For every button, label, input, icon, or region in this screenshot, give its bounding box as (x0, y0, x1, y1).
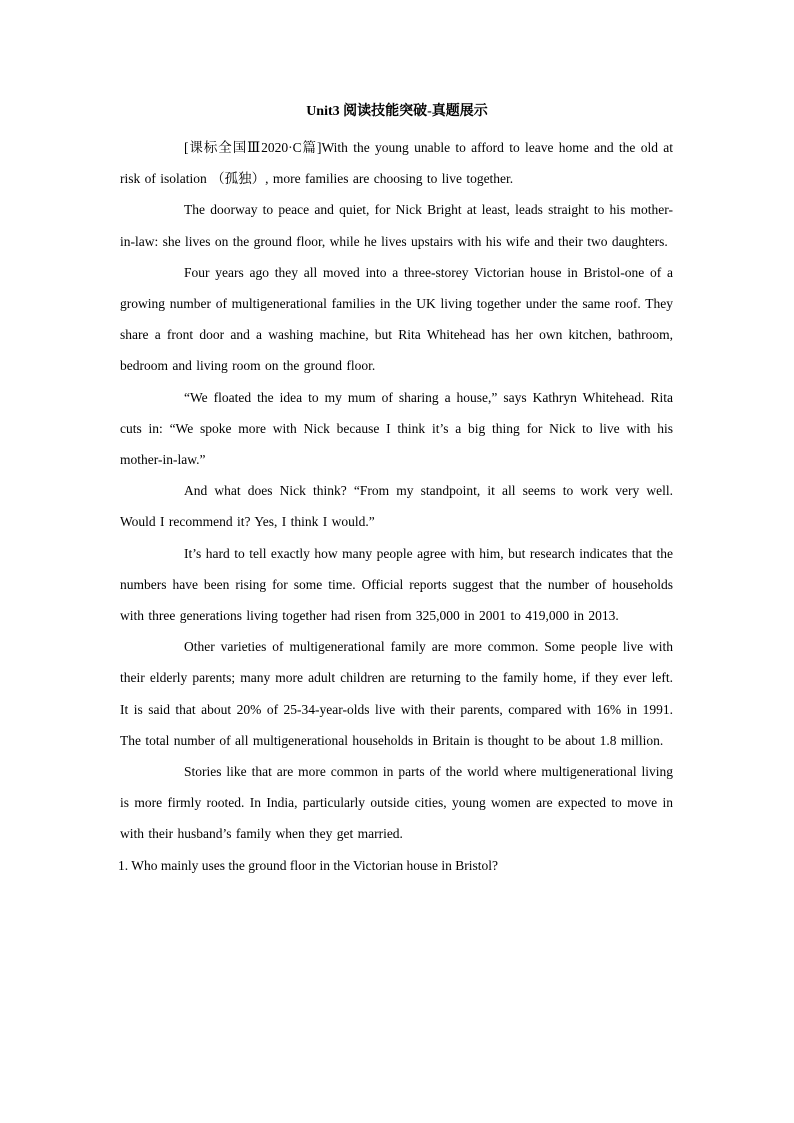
passage-body (120, 132, 673, 881)
paragraph-varieties: Other varieties of multigenerational family are more common. Some people live with their elderly parents; many more adult children are returning to the family home, if they ever left. It is said that about 20% of 25-34-year-olds live with their parents, compared with 16% in 1991. The total number of all multigenerational households in Britain is thought to be about 1.8 million. (120, 639, 673, 748)
paragraph-india: Stories like that are more common in parts of the world where multigenerational living is more firmly rooted. In India, particularly outside cities, young women are expected to move in with their husband’s family when they get married. (120, 764, 673, 842)
paragraph-intro: [课标全国Ⅲ2020·C篇]With the young unable to afford to leave home and the old at risk of isolation （孤独）, more families are choosing to live together. (120, 140, 673, 187)
question-1: 1. Who mainly uses the ground floor in the Victorian house in Bristol? (118, 857, 499, 873)
paragraph-nick-opinion: And what does Nick think? “From my standpoint, it all seems to work very well. Would I recommend it? Yes, I think I would.” (120, 483, 673, 530)
paragraph-doorway: The doorway to peace and quiet, for Nick Bright at least, leads straight to his mother-in-law: she lives on the ground floor, while he lives upstairs with his wife and their two daughters. (120, 202, 673, 249)
paragraph-statistics: It’s hard to tell exactly how many people agree with him, but research indicates that the numbers have been rising for some time. Official reports suggest that the number of households with three generations living together had risen from 325,000 in 2001 to 419,000 in 2013. (120, 545, 673, 624)
page-title: Unit3 阅读技能突破-真题展示 (306, 104, 488, 119)
paragraph-victorian-house: Four years ago they all moved into a three-storey Victorian house in Bristol-one of a growing number of multigenerational families in the UK living together under the same roof. They share a front door and a washing machine, but Rita Whitehead has her own kitchen, bathroom, bedroom and living room on the ground floor. (120, 264, 673, 374)
paragraph-floated-idea: “We floated the idea to my mum of sharing a house,” says Kathryn Whitehead. Rita cuts in: “We spoke more with Nick because I think it’s a big thing for Nick to live with his mother-in-law.” (120, 389, 673, 468)
